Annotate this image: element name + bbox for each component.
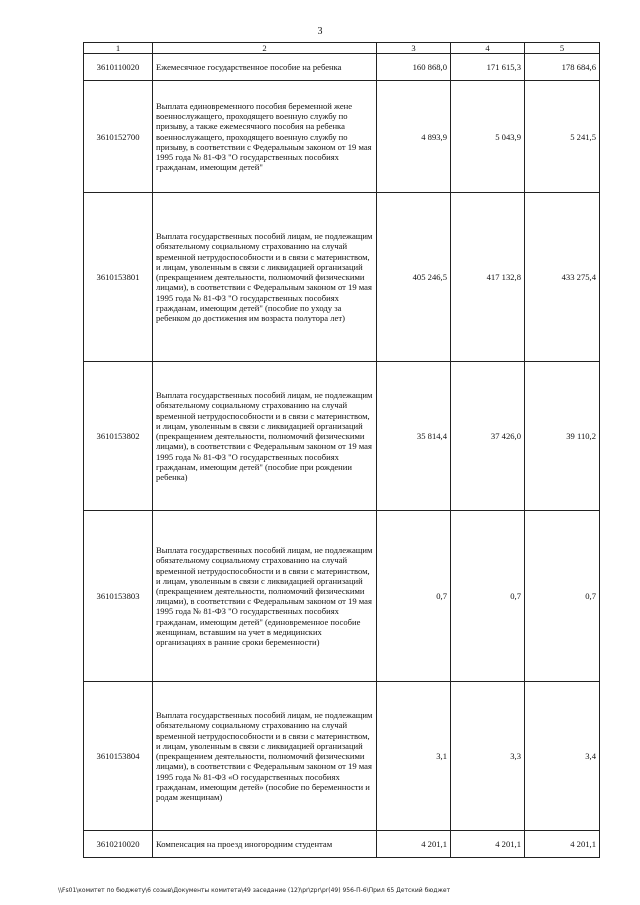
page-number: 3 — [317, 26, 323, 37]
table-row — [84, 362, 600, 511]
row-description: Выплата единовременного пособия беременной жене военнослужащего, проходящего военную службу по призыву, а также ежемесячного пособия на ребенка военнослужащего, проходящего военную службу по призыву, в соответствии с Федеральным законом от 19 мая 1995 года № 81-ФЗ "О государственных пособиях гражданам, имеющим детей" — [153, 81, 377, 193]
row-value-col4: 3,3 — [451, 682, 525, 831]
row-value-col5: 433 275,4 — [525, 193, 600, 362]
column-header: 5 — [525, 43, 600, 54]
table-row — [84, 54, 600, 81]
table-row — [84, 682, 600, 831]
row-value-col3: 4 201,1 — [377, 831, 451, 858]
row-value-col5: 0,7 — [525, 511, 600, 682]
table-row — [84, 193, 600, 362]
row-value-col4: 171 615,3 — [451, 54, 525, 81]
row-value-col4: 4 201,1 — [451, 831, 525, 858]
row-value-col3: 405 246,5 — [377, 193, 451, 362]
table-row — [84, 81, 600, 193]
row-value-col5: 39 110,2 — [525, 362, 600, 511]
row-value-col3: 35 814,4 — [377, 362, 451, 511]
row-code: 3610152700 — [84, 81, 153, 193]
row-value-col3: 4 893,9 — [377, 81, 451, 193]
row-description: Выплата государственных пособий лицам, не подлежащим обязательному социальному страхованию на случай временной нетрудоспособности и в связи с материнством, и лицам, уволенным в связи с ликвидацией организаций (прекращением деятельности, полномочий физическими лицами), в соответствии с Федеральным законом от 19 мая 1995 года № 81-ФЗ "О государственных пособиях гражданам, имеющим детей" (пособие при рождении ребенка) — [153, 362, 377, 511]
row-value-col3: 160 868,0 — [377, 54, 451, 81]
row-description: Выплата государственных пособий лицам, не подлежащим обязательному социальному страхованию на случай временной нетрудоспособности и в связи с материнством, и лицам, уволенным в связи с ликвидацией организаций (прекращением деятельности, полномочий физическими лицами), в соответствии с Федеральным законом от 19 мая 1995 года № 81-ФЗ «О государственных пособиях гражданам, имеющим детей» (пособие по беременности и родам женщинам) — [153, 682, 377, 831]
row-code: 3610153802 — [84, 362, 153, 511]
row-value-col5: 5 241,5 — [525, 81, 600, 193]
table-header-row — [84, 43, 600, 54]
row-value-col5: 178 684,6 — [525, 54, 600, 81]
row-value-col4: 5 043,9 — [451, 81, 525, 193]
table-row — [84, 831, 600, 858]
table-row — [84, 511, 600, 682]
column-header: 3 — [377, 43, 451, 54]
row-value-col4: 0,7 — [451, 511, 525, 682]
column-header: 2 — [153, 43, 377, 54]
row-description: Выплата государственных пособий лицам, не подлежащим обязательному социальному страхованию на случай временной нетрудоспособности и в связи с материнством, и лицам, уволенным в связи с ликвидацией организаций (прекращением деятельности, полномочий физическими лицами), в соответствии с Федеральным законом от 19 мая 1995 года № 81-ФЗ "О государственных пособиях гражданам, имеющим детей" (единовременное пособие женщинам, вставшим на учет в медицинских организациях в ранние сроки беременности) — [153, 511, 377, 682]
budget-table — [83, 42, 600, 858]
row-code: 3610153801 — [84, 193, 153, 362]
row-value-col4: 417 132,8 — [451, 193, 525, 362]
row-value-col3: 0,7 — [377, 511, 451, 682]
row-value-col4: 37 426,0 — [451, 362, 525, 511]
row-code: 3610153803 — [84, 511, 153, 682]
row-description: Ежемесячное государственное пособие на ребенка — [153, 54, 377, 81]
row-value-col3: 3,1 — [377, 682, 451, 831]
row-description: Выплата государственных пособий лицам, не подлежащим обязательному социальному страхованию на случай временной нетрудоспособности и в связи с материнством, и лицам, уволенным в связи с ликвидацией организаций (прекращением деятельности, полномочий физическими лицами), в соответствии с Федеральным законом от 19 мая 1995 года № 81-ФЗ "О государственных пособиях гражданам, имеющим детей" (пособие по уходу за ребенком до достижения им возраста полутора лет) — [153, 193, 377, 362]
column-header: 4 — [451, 43, 525, 54]
row-value-col5: 4 201,1 — [525, 831, 600, 858]
footer-file-path: \\Fs01\комитет по бюджету\6 созыв\Документы комитета\49 заседание (12)\pr\zpr\pr(49) 956-П-6\Прил 65 Детский бюджет — [58, 887, 451, 894]
row-code: 3610110020 — [84, 54, 153, 81]
row-description: Компенсация на проезд иногородним студентам — [153, 831, 377, 858]
row-value-col5: 3,4 — [525, 682, 600, 831]
row-code: 3610153804 — [84, 682, 153, 831]
row-code: 3610210020 — [84, 831, 153, 858]
column-header: 1 — [84, 43, 153, 54]
